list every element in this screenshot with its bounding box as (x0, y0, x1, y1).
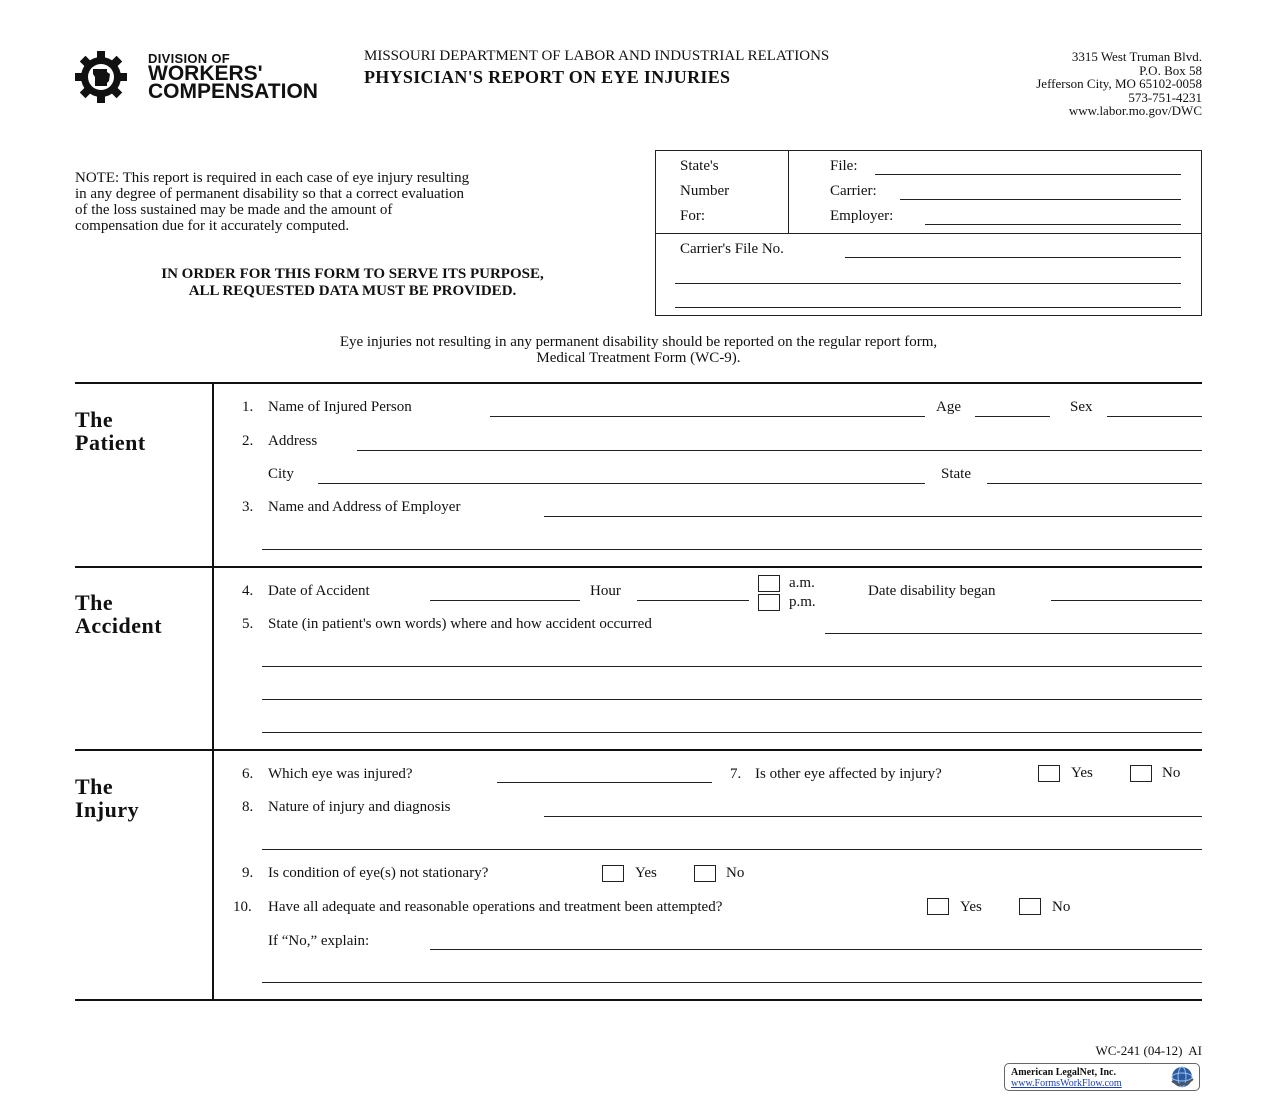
state-box-divider-h (655, 233, 1202, 234)
employer-label: Employer: (830, 208, 894, 224)
section-title-line: Patient (75, 430, 146, 455)
operations-no-checkbox[interactable] (1019, 898, 1041, 915)
section-title-line: The (75, 407, 114, 432)
address-po-box: P.O. Box 58 (1139, 62, 1202, 78)
section-injury-title (75, 775, 139, 821)
carrier-file-no-field[interactable] (845, 257, 1181, 258)
hour-label: Hour (590, 583, 621, 599)
employer-field-line-2[interactable] (262, 549, 1202, 550)
date-disability-field[interactable] (1051, 600, 1202, 601)
gear-missouri-icon (74, 50, 128, 104)
operations-label: Have all adequate and reasonable operations and treatment been attempted? (268, 899, 723, 915)
address-phone: 573-751-4231 (1128, 89, 1202, 105)
dwc-logo (74, 50, 344, 102)
accident-description-line-3[interactable] (262, 699, 1202, 700)
section-rule-injury (75, 749, 1202, 751)
section-rule-top (75, 382, 1202, 384)
carrier-label: Carrier: (830, 183, 877, 199)
pm-label: p.m. (789, 594, 816, 610)
regular-note-line-2: Medical Treatment Form (WC-9). (536, 350, 741, 366)
section-title-line: Injury (75, 797, 140, 822)
item-number-4: 4. (242, 583, 254, 599)
item-number-3: 3. (242, 499, 254, 515)
carrier-file-no-label: Carrier's File No. (680, 241, 784, 257)
stationary-label: Is condition of eye(s) not stationary? (268, 865, 489, 881)
age-field[interactable] (975, 416, 1050, 417)
regular-note-line-1: Eye injuries not resulting in any permanent disability should be reported on the regular report form, (339, 334, 938, 350)
stationary-yes-label: Yes (635, 865, 657, 881)
nature-of-injury-field[interactable] (544, 816, 1202, 817)
other-eye-label: Is other eye affected by injury? (755, 766, 942, 782)
legalnet-name: American LegalNet, Inc. (1011, 1067, 1116, 1078)
section-patient-title (75, 408, 146, 454)
nature-of-injury-line-2[interactable] (262, 849, 1202, 850)
if-no-explain-label: If “No,” explain: (268, 933, 370, 949)
state-box-divider-v (788, 150, 789, 233)
age-label: Age (936, 399, 961, 415)
regular-report-note (75, 334, 1202, 366)
city-label: City (268, 466, 294, 482)
item-number-1: 1. (242, 399, 254, 415)
operations-no-label: No (1052, 899, 1071, 915)
address-website: www.labor.mo.gov/DWC (1068, 103, 1202, 118)
accident-description-label: State (in patient's own words) where and how accident occurred (268, 616, 652, 632)
other-eye-no-label: No (1162, 765, 1181, 781)
item-number-2: 2. (242, 433, 254, 449)
note-paragraph (75, 170, 469, 234)
item-number-5: 5. (242, 616, 254, 632)
note-line: compensation due for it accurately computed. (75, 218, 350, 234)
state-label: State (941, 466, 971, 482)
section-divider (212, 383, 214, 1000)
address-city: Jefferson City, MO 65102-0058 (1036, 76, 1202, 91)
address-field[interactable] (357, 450, 1202, 451)
injured-name-label: Name of Injured Person (268, 399, 412, 415)
accident-description-field[interactable] (825, 633, 1202, 634)
file-label: File: (830, 158, 858, 174)
order-line: ALL REQUESTED DATA MUST BE PROVIDED. (188, 282, 517, 299)
division-address (1036, 50, 1202, 118)
form-title: PHYSICIAN'S REPORT ON EYE INJURIES (364, 67, 731, 87)
logo-line-1: DIVISION OF (148, 51, 231, 66)
section-title-line: The (75, 590, 114, 615)
legalnet-badge[interactable] (1004, 1063, 1200, 1091)
stationary-no-checkbox[interactable] (694, 865, 716, 882)
carrier-file-no-line-3[interactable] (675, 307, 1181, 308)
file-field[interactable] (875, 174, 1181, 175)
accident-description-line-4[interactable] (262, 732, 1202, 733)
section-accident-title (75, 591, 162, 637)
logo-line-3: COMPENSATION (148, 80, 318, 103)
sex-label: Sex (1070, 399, 1093, 415)
section-title-line: Accident (75, 613, 163, 638)
globe-icon (1169, 1065, 1195, 1089)
operations-yes-checkbox[interactable] (927, 898, 949, 915)
sex-field[interactable] (1107, 416, 1202, 417)
note-line: of the loss sustained may be made and the amount of (75, 202, 393, 218)
state-field[interactable] (987, 483, 1202, 484)
am-label: a.m. (789, 575, 815, 591)
if-no-explain-line-2[interactable] (262, 982, 1202, 983)
which-eye-field[interactable] (497, 782, 712, 783)
address-street: 3315 West Truman Blvd. (1071, 49, 1202, 64)
stationary-yes-checkbox[interactable] (602, 865, 624, 882)
operations-yes-label: Yes (960, 899, 982, 915)
item-number-6: 6. (242, 766, 254, 782)
accident-description-line-2[interactable] (262, 666, 1202, 667)
section-rule-bottom (75, 999, 1202, 1001)
item-number-9: 9. (242, 865, 254, 881)
injured-name-field[interactable] (490, 416, 925, 417)
legalnet-url[interactable]: www.FormsWorkFlow.com (1011, 1078, 1122, 1089)
employer-box-field[interactable] (925, 224, 1181, 225)
if-no-explain-field[interactable] (430, 949, 1202, 950)
address-label: Address (268, 433, 318, 449)
which-eye-label: Which eye was injured? (268, 766, 413, 782)
other-eye-no-checkbox[interactable] (1130, 765, 1152, 782)
item-number-10: 10. (233, 899, 252, 915)
stationary-no-label: No (726, 865, 745, 881)
employer-label: Name and Address of Employer (268, 499, 461, 515)
pm-checkbox[interactable] (758, 594, 780, 611)
item-number-7: 7. (730, 766, 742, 782)
other-eye-yes-checkbox[interactable] (1038, 765, 1060, 782)
date-of-accident-field[interactable] (430, 600, 580, 601)
number-label: Number (680, 183, 730, 199)
other-eye-yes-label: Yes (1071, 765, 1093, 781)
city-field[interactable] (318, 483, 925, 484)
note-line: in any degree of permanent disability so that a correct evaluation (75, 186, 465, 202)
carrier-field[interactable] (900, 199, 1181, 200)
order-notice (75, 266, 630, 299)
am-checkbox[interactable] (758, 575, 780, 592)
date-of-accident-label: Date of Accident (268, 583, 370, 599)
employer-field[interactable] (544, 516, 1202, 517)
form-id: WC-241 (04-12) AI (1095, 1043, 1202, 1058)
item-number-8: 8. (242, 799, 254, 815)
for-label: For: (680, 208, 706, 224)
hour-field[interactable] (637, 600, 749, 601)
nature-of-injury-label: Nature of injury and diagnosis (268, 799, 451, 815)
logo-line-2: WORKERS' (148, 62, 263, 85)
section-title-line: The (75, 774, 114, 799)
note-line: NOTE: This report is required in each case of eye injury resulting (75, 170, 470, 186)
department-name: MISSOURI DEPARTMENT OF LABOR AND INDUSTRIAL RELATIONS (364, 48, 830, 64)
order-line: IN ORDER FOR THIS FORM TO SERVE ITS PURPOSE, (161, 266, 544, 282)
carrier-file-no-line-2[interactable] (675, 283, 1181, 284)
date-disability-label: Date disability began (868, 583, 996, 599)
section-rule-accident (75, 566, 1202, 568)
states-label: State's (680, 158, 719, 174)
